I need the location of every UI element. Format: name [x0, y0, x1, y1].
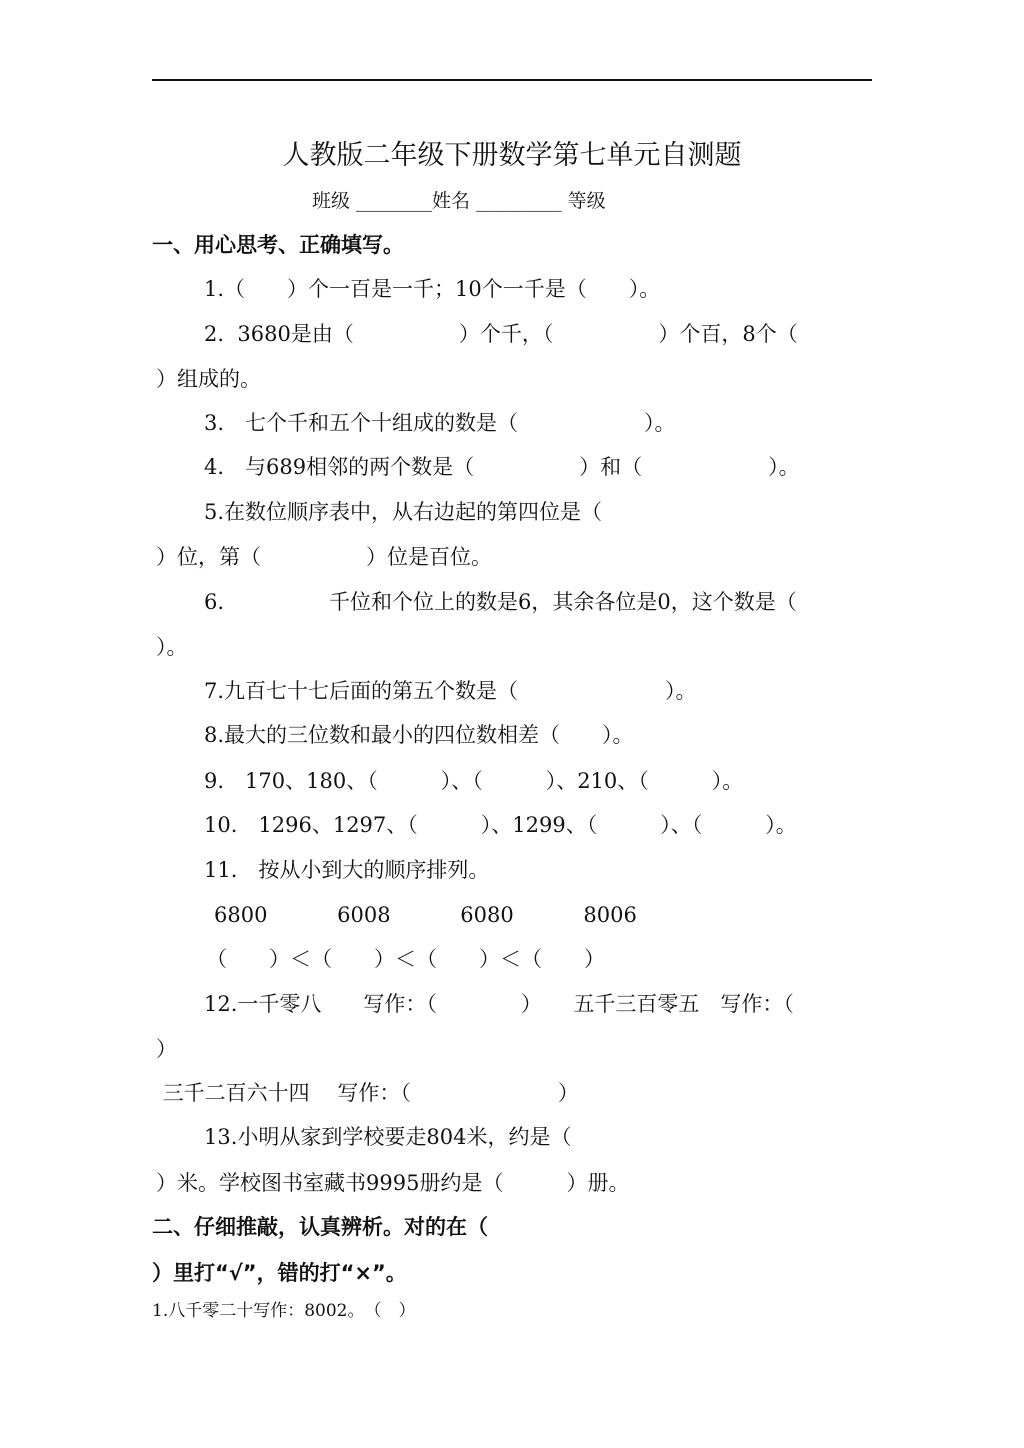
question-11-numbers: 6800 6008 6080 8006 — [214, 903, 637, 927]
question-6: 6. 千位和个位上的数是6，其余各位是0，这个数是（ — [204, 590, 797, 614]
section-2-heading-continued: ）里打“√”，错的打“×”。 — [152, 1261, 407, 1285]
question-11: 11. 按从小到大的顺序排列。 — [204, 858, 490, 882]
question-5: 5.在数位顺序表中，从右边起的第四位是（ — [204, 500, 603, 524]
question-10: 10. 1296、1297、（ ）、1299、（ ）、（ ）。 — [204, 813, 797, 837]
section-2-heading: 二、仔细推敲，认真辨析。对的在（ — [152, 1215, 488, 1239]
question-8: 8.最大的三位数和最小的四位数相差（ ）。 — [204, 723, 634, 747]
question-5-continued: ）位，第（ ）位是百位。 — [156, 545, 492, 569]
header-rule — [152, 79, 872, 81]
question-13-continued: ）米。学校图书室藏书9995册约是（ ）册。 — [156, 1171, 630, 1195]
question-12-part-3: 三千二百六十四 写作：（ ） — [156, 1081, 579, 1105]
question-7: 7.九百七十七后面的第五个数是（ ）。 — [204, 679, 697, 703]
question-4: 4. 与689相邻的两个数是（ ）和（ ）。 — [204, 455, 800, 479]
page-title: 人教版二年级下册数学第七单元自测题 — [282, 140, 742, 171]
question-2: 2. 3680是由（ ）个千，（ ）个百，8个（ — [204, 322, 798, 346]
question-13: 13.小明从家到学校要走804米，约是（ — [204, 1125, 572, 1149]
question-9: 9. 170、180、（ ）、（ ）、210、（ ）。 — [204, 769, 744, 793]
class-name-grade-line: 班级 ________姓名 _________ 等级 — [312, 190, 606, 212]
question-6-continued: ）。 — [156, 635, 188, 659]
section-1-heading: 一、用心思考、正确填写。 — [152, 233, 404, 257]
question-2-continued: ）组成的。 — [156, 367, 261, 391]
question-11-order-blanks: （ ）＜（ ）＜（ ）＜（ ） — [206, 947, 605, 971]
question-12-continued: ） — [156, 1037, 177, 1061]
question-3: 3. 七个千和五个十组成的数是（ ）。 — [204, 411, 676, 435]
judge-question-1: 1.八千零二十写作：8002。 （ ） — [152, 1301, 416, 1321]
question-1: 1.（ ）个一百是一千；10个一千是（ ）。 — [204, 277, 661, 301]
question-12: 12.一千零八 写作：（ ） 五千三百零五 写作：（ — [204, 992, 794, 1016]
